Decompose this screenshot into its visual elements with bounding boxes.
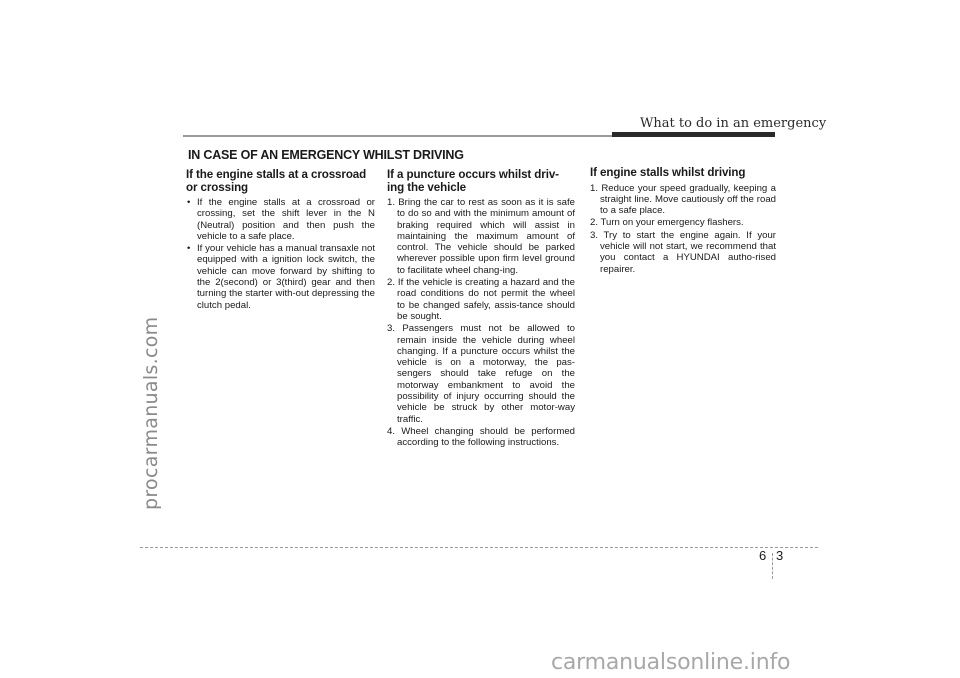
column-engine-stalls-driving — [590, 167, 776, 276]
numbered-item: 3. Try to start the engine again. If your vehicle will not start, we recommend that you contact a HYUNDAI autho-rised repairer. — [590, 229, 776, 275]
section-header: What to do in an emergency — [640, 116, 827, 131]
numbered-item: 1. Bring the car to rest as soon as it is safe to do so and with the minimum amount of braking required which will assist in maintaining the maximum amount of control. The vehicle should be parked wherever possible upon firm level ground to facilitate wheel chang-ing. — [387, 197, 575, 276]
side-watermark: procarmanuals.com — [140, 316, 162, 510]
footer-rule — [140, 547, 818, 548]
column-heading: If engine stalls whilst driving — [590, 166, 746, 179]
numbered-item: 1. Reduce your speed gradually, keeping a straight line. Move cautiously off the road to a safe place. — [590, 182, 776, 217]
column-puncture — [387, 169, 575, 450]
numbered-item: 4. Wheel changing should be performed according to the following instructions. — [387, 425, 575, 449]
column-engine-stalls-crossroad — [186, 169, 375, 312]
column-heading: If the engine stalls at a crossroad or crossing — [186, 168, 367, 194]
numbered-item: 3. Passengers must not be allowed to remain inside the vehicle during wheel changing. If a puncture occurs whilst the vehicle is on a motorway, the pas-sengers should take refuge on the motorway embankment to avoid the possibility of injury occurring should the vehicle be struck by other motor-way traffic. — [387, 323, 575, 425]
chapter-number: 6 — [759, 548, 767, 563]
bullet-item: • If the engine stalls at a crossroad or crossing, set the shift lever in the N (Neutral) position and then push the vehicle to a safe place. — [186, 197, 375, 242]
bottom-watermark: carmanualsonline.info — [551, 650, 791, 675]
numbered-item: 2. If the vehicle is creating a hazard and the road conditions do not permit the wheel to be changed safely, assis-tance should be sought. — [387, 277, 575, 322]
page-number: 3 — [776, 548, 784, 563]
page-title: IN CASE OF AN EMERGENCY WHILST DRIVING — [188, 148, 464, 162]
bullet-item: • If your vehicle has a manual transaxle not equipped with a ignition lock switch, the vehicle can move forward by shifting to the 2(second) or 3(third) gear and then turning the starter with-out depressing the clutch pedal. — [186, 243, 375, 311]
page-number-divider — [772, 553, 773, 579]
column-heading: If a puncture occurs whilst driv-ing the vehicle — [387, 168, 559, 194]
numbered-item: 2. Turn on your emergency flashers. — [590, 217, 744, 229]
header-rule-accent — [612, 132, 775, 137]
